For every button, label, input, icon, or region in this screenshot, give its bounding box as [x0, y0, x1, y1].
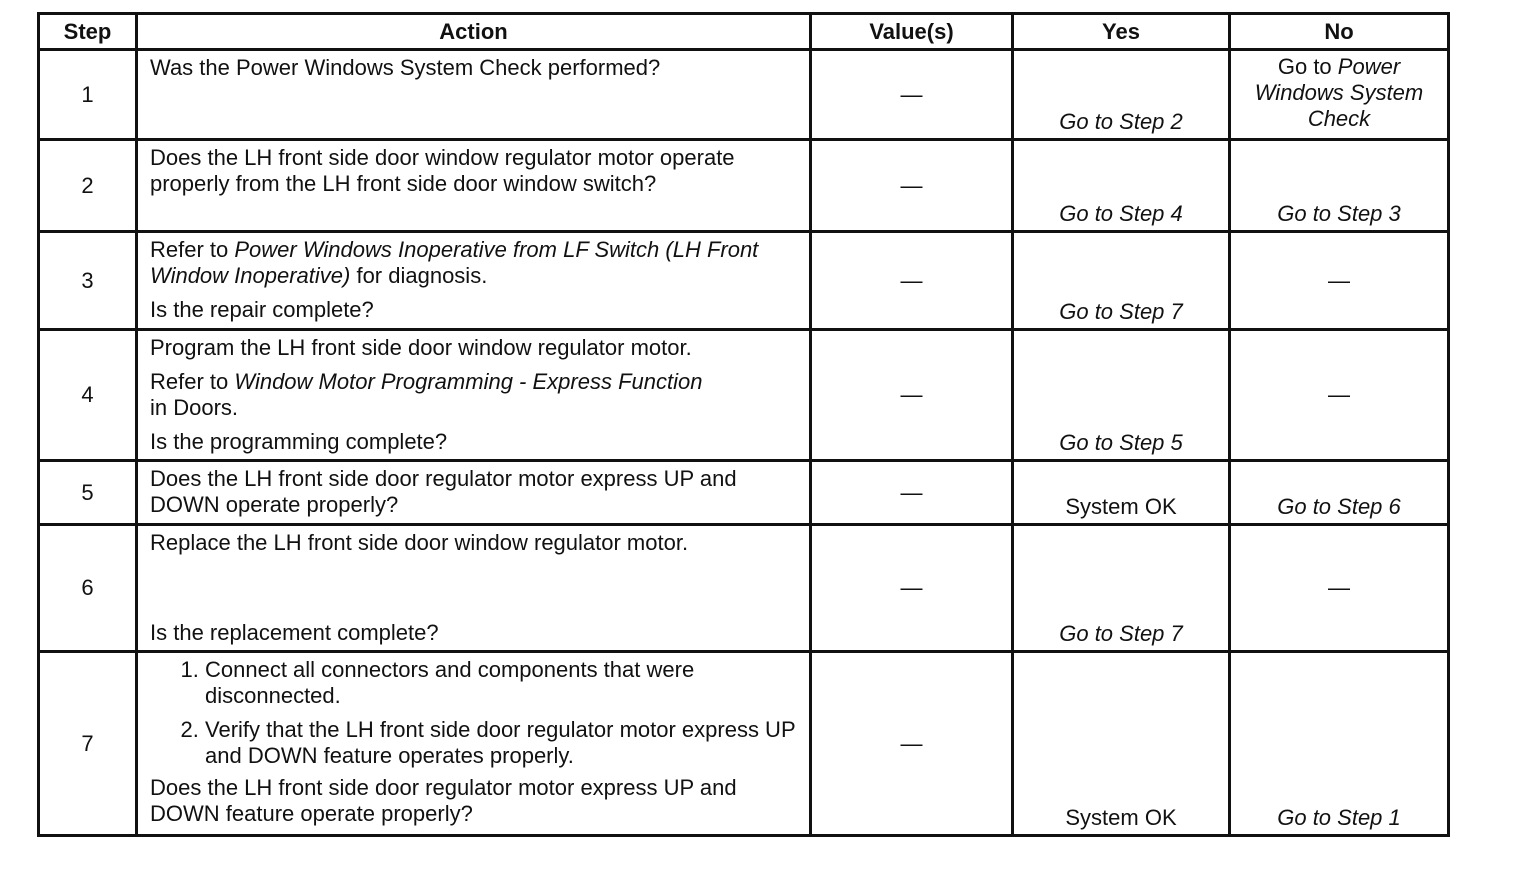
yes-cell: [1013, 140, 1230, 232]
value-cell: —: [811, 232, 1013, 330]
action-question: Is the repair complete?: [150, 297, 374, 322]
yes-cell: [1013, 330, 1230, 461]
yes-cell: [1013, 232, 1230, 330]
action-step-item: 1. Connect all connectors and components that were disconnected.: [205, 657, 799, 709]
step-number: 4: [39, 330, 137, 461]
no-cell: —: [1230, 525, 1449, 652]
value-cell: —: [811, 461, 1013, 525]
header-row: [39, 14, 1449, 50]
action-question: Does the LH front side door window regulator motor operate properly from the LH front side door window switch?: [150, 145, 735, 196]
no-result-link: Power Windows System Check: [1254, 54, 1424, 131]
step-number: 2: [39, 140, 137, 232]
header-step: Step: [39, 14, 137, 50]
action-cell: [137, 525, 811, 652]
action-question: Does the LH front side door regulator motor express UP and DOWN feature operate properly?: [150, 775, 737, 826]
refer-prefix: Refer to: [150, 369, 235, 394]
table-row-2: [39, 140, 1449, 232]
table-row-7: [39, 652, 1449, 836]
no-result-prefix: Go to: [1277, 54, 1338, 79]
step-number: 5: [39, 461, 137, 525]
value-cell: —: [811, 330, 1013, 461]
yes-result: Go to Step 7: [1059, 299, 1183, 324]
action-cell: [137, 232, 811, 330]
action-cell: [137, 140, 811, 232]
table-row-5: [39, 461, 1449, 525]
no-result: Go to Step 3: [1277, 201, 1401, 226]
no-result: Go to Step 6: [1277, 494, 1401, 519]
action-question: Does the LH front side door regulator motor express UP and DOWN operate properly?: [150, 466, 737, 517]
yes-cell: [1013, 525, 1230, 652]
header-no: No: [1230, 14, 1449, 50]
step-number: 3: [39, 232, 137, 330]
yes-cell: [1013, 652, 1230, 836]
step-number: 6: [39, 525, 137, 652]
refer-link: Window Motor Programming - Express Function: [234, 369, 703, 394]
header-action: Action: [137, 14, 811, 50]
action-steps-list: [150, 657, 799, 769]
step-number: 1: [39, 50, 137, 140]
yes-cell: [1013, 50, 1230, 140]
action-question: Is the programming complete?: [150, 429, 448, 454]
action-cell: [137, 461, 811, 525]
no-result: [1231, 54, 1447, 132]
no-cell: [1230, 461, 1449, 525]
yes-result: System OK: [1065, 494, 1177, 519]
action-refer: [150, 369, 799, 421]
step-number: 7: [39, 652, 137, 836]
refer-link: Power Windows Inoperative from LF Switch (LH Front Window Inoperative): [150, 237, 759, 288]
no-cell: —: [1230, 330, 1449, 461]
yes-result: Go to Step 4: [1059, 201, 1183, 226]
value-cell: —: [811, 50, 1013, 140]
action-refer: [150, 237, 799, 289]
no-result: Go to Step 1: [1277, 805, 1401, 830]
header-values: Value(s): [811, 14, 1013, 50]
yes-result: Go to Step 5: [1059, 430, 1183, 455]
action-cell: [137, 50, 811, 140]
header-yes: Yes: [1013, 14, 1230, 50]
yes-result: Go to Step 2: [1059, 109, 1183, 134]
no-cell: [1230, 652, 1449, 836]
action-instruction: Program the LH front side door window regulator motor.: [150, 335, 692, 360]
value-cell: —: [811, 140, 1013, 232]
action-cell: [137, 330, 811, 461]
no-cell: [1230, 50, 1449, 140]
yes-cell: [1013, 461, 1230, 525]
no-cell: [1230, 140, 1449, 232]
value-cell: —: [811, 525, 1013, 652]
action-question: Was the Power Windows System Check performed?: [150, 55, 661, 80]
action-question: Is the replacement complete?: [150, 620, 439, 645]
table-row-6: [39, 525, 1449, 652]
table-row-3: [39, 232, 1449, 330]
action-instruction: Replace the LH front side door window regulator motor.: [150, 530, 689, 555]
refer-suffix: for diagnosis.: [350, 263, 488, 288]
action-step-item: 2. Verify that the LH front side door regulator motor express UP and DOWN feature operates properly.: [205, 717, 799, 769]
table-row-4: [39, 330, 1449, 461]
no-cell: —: [1230, 232, 1449, 330]
diagnostic-table: [37, 12, 1450, 837]
refer-prefix: Refer to: [150, 237, 235, 262]
yes-result: System OK: [1065, 805, 1177, 830]
refer-suffix: in Doors.: [150, 395, 239, 420]
yes-result: Go to Step 7: [1059, 621, 1183, 646]
table-row-1: [39, 50, 1449, 140]
action-cell: [137, 652, 811, 836]
value-cell: —: [811, 652, 1013, 836]
